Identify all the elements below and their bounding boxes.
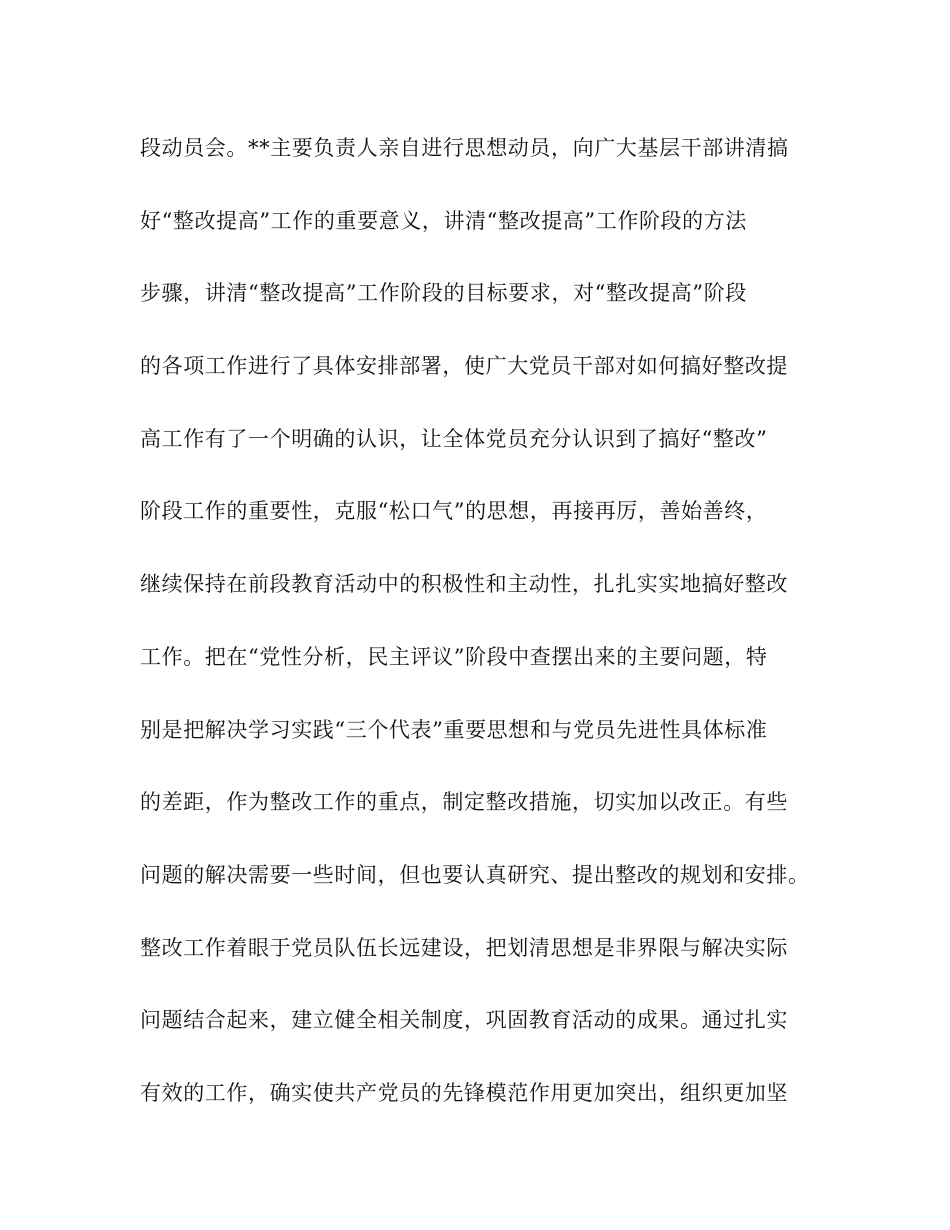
text-line: 高工作有了一个明确的认识，让全体党员充分认识到了搞好“整改” — [140, 426, 768, 451]
text-line: 工作。把在“党性分析，民主评议”阶段中查摆出来的主要问题，特 — [140, 644, 768, 669]
text-line: 好“整改提高”工作的重要意义，讲清“整改提高”工作阶段的方法 — [140, 208, 747, 233]
text-line: 的差距，作为整改工作的重点，制定整改措施，切实加以改正。有些 — [140, 790, 788, 815]
text-line: 的各项工作进行了具体安排部署，使广大党员干部对如何搞好整改提 — [140, 354, 788, 379]
text-line: 继续保持在前段教育活动中的积极性和主动性，扎扎实实地搞好整改 — [140, 572, 788, 597]
text-line: 问题的解决需要一些时间，但也要认真研究、提出整改的规划和安排。 — [140, 862, 810, 887]
text-line: 别是把解决学习实践“三个代表”重要思想和与党员先进性具体标准 — [140, 717, 768, 742]
text-line: 段动员会。**主要负责人亲自进行思想动员，向广大基层干部讲清搞 — [140, 136, 789, 160]
body-text — [140, 122, 830, 1140]
text-line: 问题结合起来，建立健全相关制度，巩固教育活动的成果。通过扎实 — [140, 1008, 788, 1033]
text-line: 有效的工作，确实使共产党员的先锋模范作用更加突出，组织更加坚 — [140, 1080, 788, 1105]
text-line: 步骤，讲清“整改提高”工作阶段的目标要求，对“整改提高”阶段 — [140, 281, 747, 306]
text-line: 阶段工作的重要性，克服“松口气”的思想，再接再厉，善始善终， — [140, 499, 768, 524]
text-line: 整改工作着眼于党员队伍长远建设，把划清思想是非界限与解决实际 — [140, 935, 788, 960]
